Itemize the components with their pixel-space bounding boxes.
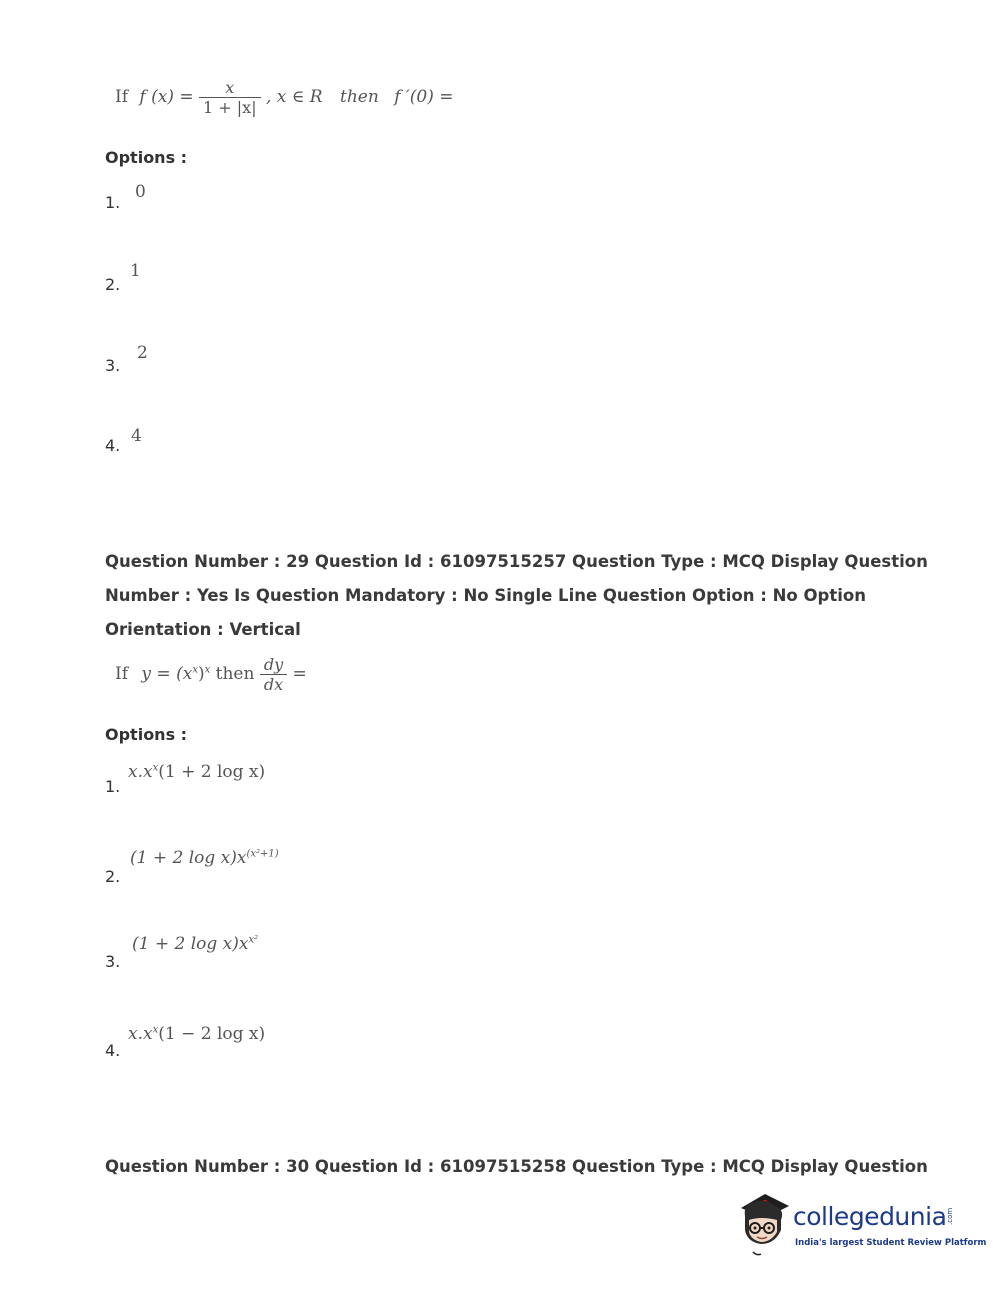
q28-options-label: Options :: [105, 148, 188, 167]
q30-metadata: [105, 1150, 965, 1184]
q28-stem: [115, 78, 454, 117]
logo-tagline: India's largest Student Review Platform: [795, 1238, 987, 1248]
q29-option-2-sup: (x²+1): [246, 848, 279, 860]
q29-if: If: [115, 664, 129, 684]
q29-then: then: [215, 664, 255, 684]
q29-meta-line-1: Question Number : 29 Question Id : 61097515257 Question Type : MCQ Display Question: [105, 552, 928, 571]
mascot-icon: [735, 1190, 791, 1258]
q28-fraction-numerator: x: [199, 78, 261, 98]
q29-option-2-base: (1 + 2 log x)x: [130, 848, 247, 868]
q29-option-4-number: 4.: [105, 1041, 121, 1060]
q29-option-3-number: 3.: [105, 952, 121, 971]
q28-option-4-number: 4.: [105, 436, 121, 455]
q28-option-3-text: 2: [137, 343, 148, 363]
q28-option-2-text: 1: [130, 261, 141, 281]
q29-option-4-sup: x: [152, 1024, 159, 1036]
q29-fraction-numerator: dy: [260, 655, 287, 675]
q29-eq-sup-2: x: [204, 664, 211, 676]
q29-option-4-text: [128, 1024, 265, 1044]
q29-stem: [115, 655, 307, 694]
q29-option-1-sup: x: [152, 762, 159, 774]
q29-option-1-text: [128, 762, 265, 782]
q28-then: then: [340, 87, 379, 107]
q29-eq-mid: ): [197, 664, 205, 684]
q28-domain: , x ∈ R: [266, 87, 323, 107]
q29-option-4-tail: (1 − 2 log x): [158, 1024, 266, 1044]
q29-option-2-number: 2.: [105, 867, 121, 886]
q29-eq-sup-1: x: [192, 664, 198, 676]
q28-option-1-number: 1.: [105, 193, 121, 212]
collegedunia-logo[interactable]: [735, 1190, 987, 1260]
q29-option-1-base: x.x: [128, 762, 153, 782]
q28-option-3-number: 3.: [105, 356, 121, 375]
q29-option-3-text: [132, 934, 258, 954]
q29-option-1-tail: (1 + 2 log x): [158, 762, 266, 782]
logo-suffix: .com: [946, 1207, 955, 1225]
q29-option-1-number: 1.: [105, 777, 121, 796]
q29-metadata: [105, 545, 965, 647]
q28-option-4-text: 4: [131, 426, 142, 446]
q29-option-3-sup: x²: [248, 934, 259, 946]
logo-wordmark: [793, 1202, 964, 1231]
q29-option-2-text: [130, 848, 279, 868]
q28-fraction: [199, 78, 261, 117]
q29-option-3-base: (1 + 2 log x)x: [132, 934, 249, 954]
q28-fraction-denominator: 1 + |x|: [203, 98, 257, 117]
logo-name: collegedunia: [793, 1202, 947, 1231]
q30-meta-line-1: Question Number : 30 Question Id : 61097515258 Question Type : MCQ Display Question: [105, 1157, 928, 1176]
q29-option-4-base: x.x: [128, 1024, 153, 1044]
q29-fraction: [260, 655, 287, 694]
q29-eq-end: =: [292, 664, 307, 684]
q29-meta-line-2: Number : Yes Is Question Mandatory : No Single Line Question Option : No Option: [105, 586, 866, 605]
q29-eq-left: y = (x: [141, 664, 193, 684]
q28-if: If: [115, 87, 129, 107]
q29-options-label: Options :: [105, 725, 188, 744]
q28-rhs: f ′(0) =: [394, 87, 454, 107]
q29-fraction-denominator: dx: [263, 675, 284, 694]
q28-option-2-number: 2.: [105, 275, 121, 294]
q28-option-1-text: 0: [135, 182, 146, 202]
q29-meta-line-3: Orientation : Vertical: [105, 620, 301, 639]
q28-lhs: f (x) =: [139, 87, 194, 107]
